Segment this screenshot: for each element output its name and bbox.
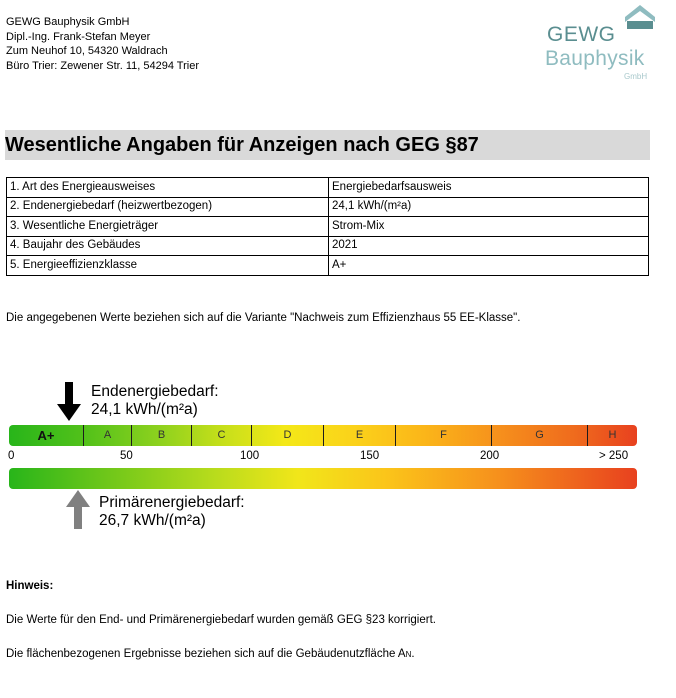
end-energy-arrow-icon xyxy=(57,382,81,422)
table-cell-label: 4. Baujahr des Gebäudes xyxy=(7,236,329,256)
office-address: Büro Trier: Zewener Str. 11, 54294 Trier xyxy=(6,59,199,72)
hint-line-2 xyxy=(6,648,415,660)
variant-note: Die angegebenen Werte beziehen sich auf die Variante "Nachweis zum Effizienzhaus 55 EE-Klasse". xyxy=(6,312,521,324)
primary-energy-strip xyxy=(9,468,637,489)
table-cell-value: A+ xyxy=(329,256,649,276)
primary-energy-label xyxy=(99,494,245,530)
energy-class-g: G xyxy=(491,425,587,446)
hint-title: Hinweis: xyxy=(6,580,54,592)
street-address: Zum Neuhof 10, 54320 Waldrach xyxy=(6,45,168,57)
hint-line-2-text: Die flächenbezogenen Ergebnisse beziehen sich auf die Gebäudenutzfläche A xyxy=(6,648,406,660)
table-cell-value: Energiebedarfsausweis xyxy=(329,178,649,198)
company-logo xyxy=(545,4,660,82)
scale-tick-label: > 250 xyxy=(599,450,629,462)
hint-line-1: Die Werte für den End- und Primärenergiebedarf wurden gemäß GEG §23 korrigiert. xyxy=(6,614,436,626)
address-block xyxy=(6,15,199,73)
scale-tick-label: 50 xyxy=(120,450,133,462)
logo-text-gewg: GEWG xyxy=(547,23,616,46)
heading-bar xyxy=(5,130,650,160)
scale-tick-label: 100 xyxy=(240,450,260,462)
person-name: Dipl.-Ing. Frank-Stefan Meyer xyxy=(6,30,151,43)
company-name: GEWG Bauphysik GmbH xyxy=(6,16,130,28)
table-row xyxy=(7,236,649,256)
table-cell-value: 2021 xyxy=(329,236,649,256)
scale-tick-label: 0 xyxy=(8,450,15,462)
logo-text-bauphysik: Bauphysik xyxy=(545,47,645,70)
energy-class-d: D xyxy=(251,425,323,446)
info-table xyxy=(6,177,649,276)
primary-energy-title: Primärenergiebedarf: xyxy=(99,494,245,511)
table-cell-label: 1. Art des Energieausweises xyxy=(7,178,329,198)
table-cell-value: 24,1 kWh/(m²a) xyxy=(329,197,649,217)
energy-class-scale xyxy=(9,425,637,446)
hint-line-2-subscript: N xyxy=(405,650,412,659)
table-cell-label: 5. Energieeffizienzklasse xyxy=(7,256,329,276)
energy-class-c: C xyxy=(191,425,251,446)
table-row xyxy=(7,178,649,198)
table-cell-value: Strom-Mix xyxy=(329,217,649,237)
energy-class-b: B xyxy=(131,425,191,446)
scale-tick-label: 200 xyxy=(480,450,500,462)
energy-class-h: H xyxy=(587,425,637,446)
energy-class-a: A xyxy=(83,425,131,446)
logo-text-gmbh: GmbH xyxy=(624,72,648,81)
energy-class-a-plus: A+ xyxy=(37,428,55,443)
scale-tick-label: 150 xyxy=(360,450,380,462)
energy-class-e: E xyxy=(323,425,395,446)
table-row xyxy=(7,256,649,276)
scale-ticks xyxy=(0,450,676,464)
end-energy-label xyxy=(91,383,219,419)
end-energy-value: 24,1 kWh/(m²a) xyxy=(91,401,198,418)
primary-energy-arrow-icon xyxy=(66,490,90,530)
table-cell-label: 2. Endenergiebedarf (heizwertbezogen) xyxy=(7,197,329,217)
hint-line-2-end: . xyxy=(411,648,415,660)
table-row xyxy=(7,217,649,237)
page-title: Wesentliche Angaben für Anzeigen nach GEG §87 xyxy=(5,134,479,156)
end-energy-title: Endenergiebedarf: xyxy=(91,383,219,400)
table-cell-label: 3. Wesentliche Energieträger xyxy=(7,217,329,237)
energy-class-f: F xyxy=(395,425,491,446)
table-row xyxy=(7,197,649,217)
house-roof-icon xyxy=(624,4,656,30)
primary-energy-value: 26,7 kWh/(m²a) xyxy=(99,512,206,529)
